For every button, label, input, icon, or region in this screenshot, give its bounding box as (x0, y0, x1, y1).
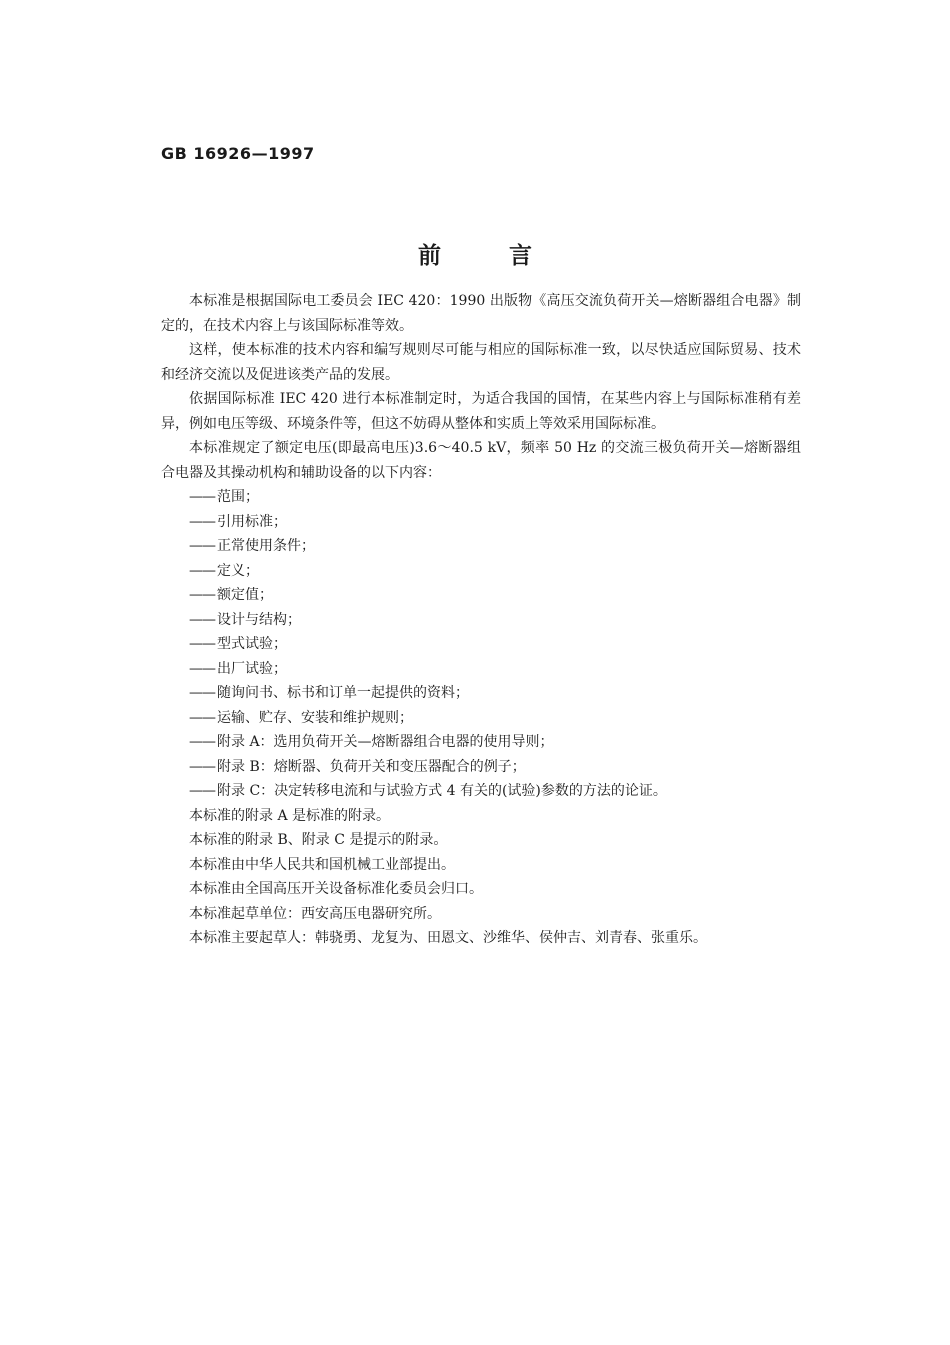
list-item-text: 出厂试验； (217, 660, 287, 677)
closing-line-annex-bc: 本标准的附录 B、附录 C 是提示的附录。 (189, 832, 448, 848)
closing-line-proposer: 本标准由中华人民共和国机械工业部提出。 (189, 856, 455, 873)
closing-line-annex-a: 本标准的附录 A 是标准的附录。 (189, 807, 391, 824)
list-item (161, 510, 801, 535)
list-item-text: 正常使用条件； (217, 538, 315, 554)
list-item-text: 设计与结构； (217, 611, 301, 628)
list-item-text: 随询问书、标书和订单一起提供的资料； (217, 685, 469, 701)
list-dash: —— (189, 685, 215, 701)
closing-line-drafting-unit: 本标准起草单位：西安高压电器研究所。 (189, 905, 441, 922)
content-list (161, 485, 801, 804)
list-dash: —— (189, 734, 215, 750)
title-char-1: 前 (418, 242, 441, 269)
closing-line-administrator: 本标准由全国高压开关设备标准化委员会归口。 (189, 881, 483, 897)
list-item (161, 583, 801, 608)
list-item-text: 型式试验； (217, 636, 287, 652)
list-item (161, 534, 801, 559)
title-char-2: 言 (509, 242, 532, 269)
list-item (161, 632, 801, 657)
closing-line-drafters: 本标准主要起草人：韩骁勇、龙复为、田恩文、沙维华、侯仲吉、刘青春、张重乐。 (189, 930, 707, 946)
list-dash: —— (189, 709, 215, 726)
list-dash: —— (189, 513, 215, 530)
list-item-text: 范围； (217, 489, 259, 505)
list-item (161, 657, 801, 682)
paragraph-1: 本标准是根据国际电工委员会 IEC 420：1990 出版物《高压交流负荷开关—熔断器组合电器》制定的，在技术内容上与该国际标准等效。 (161, 293, 801, 334)
list-item-text: 引用标准； (217, 513, 287, 530)
list-item (161, 755, 801, 780)
paragraph-4: 本标准规定了额定电压(即最高电压)3.6～40.5 kV，频率 50 Hz 的交流三极负荷开关—熔断器组合电器及其操动机构和辅助设备的以下内容： (161, 440, 801, 481)
list-item-text: 额定值； (217, 587, 273, 603)
list-item (161, 730, 801, 755)
paragraph-2: 这样，使本标准的技术内容和编写规则尽可能与相应的国际标准一致，以尽快适应国际贸易、技术和经济交流以及促进该类产品的发展。 (161, 342, 801, 383)
list-item-text: 附录 C：决定转移电流和与试验方式 4 有关的(试验)参数的方法的论证。 (217, 783, 667, 799)
document-body (161, 289, 801, 951)
list-dash: —— (189, 538, 215, 554)
paragraph-3: 依据国际标准 IEC 420 进行本标准制定时，为适合我国的国情，在某些内容上与国际标准稍有差异，例如电压等级、环境条件等，但这不妨碍从整体和实质上等效采用国际标准。 (161, 391, 801, 432)
list-item-text: 附录 A：选用负荷开关—熔断器组合电器的使用导则； (217, 734, 554, 750)
list-item (161, 706, 801, 731)
list-dash: —— (189, 660, 215, 677)
list-dash: —— (189, 587, 215, 603)
list-item (161, 779, 801, 804)
list-item (161, 608, 801, 633)
list-dash: —— (189, 611, 215, 628)
list-item (161, 681, 801, 706)
page-title (0, 237, 950, 270)
list-item-text: 定义； (217, 562, 259, 579)
document-code: GB 16926—1997 (161, 144, 315, 163)
list-item (161, 559, 801, 584)
list-item-text: 附录 B：熔断器、负荷开关和变压器配合的例子； (217, 758, 526, 775)
list-dash: —— (189, 489, 215, 505)
list-dash: —— (189, 636, 215, 652)
list-dash: —— (189, 783, 215, 799)
list-item-text: 运输、贮存、安装和维护规则； (217, 709, 413, 726)
list-item (161, 485, 801, 510)
list-dash: —— (189, 758, 215, 775)
list-dash: —— (189, 562, 215, 579)
